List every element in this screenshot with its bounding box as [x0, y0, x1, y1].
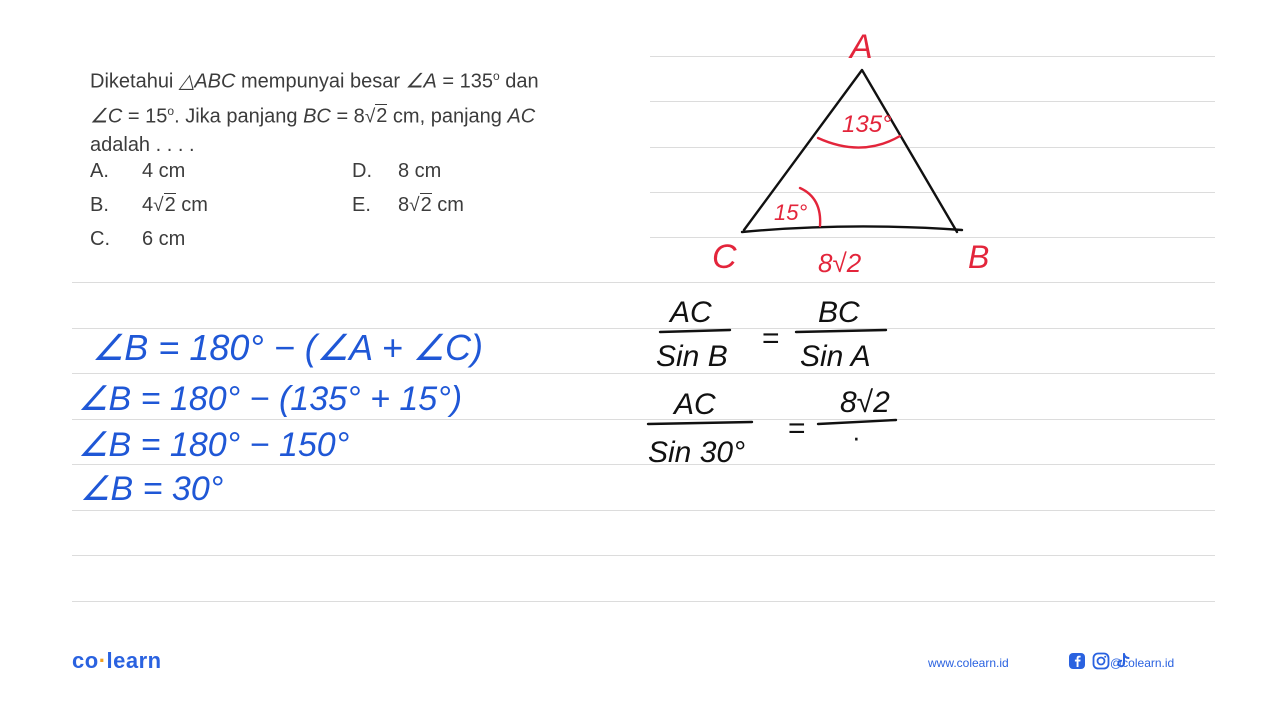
eq2-denominator-right: ·	[852, 422, 861, 452]
eq1-fraction-bar-left	[660, 330, 730, 332]
option-a[interactable]: A. 4 cm	[90, 160, 186, 182]
option-d[interactable]: D. 8 cm	[352, 160, 442, 182]
eq2-numerator-right: 8√2	[840, 386, 890, 419]
work-line-3: ∠B = 180° − 150°	[78, 426, 350, 464]
triangle-base	[742, 226, 962, 232]
left-working	[78, 327, 483, 508]
eq2-denominator-left: Sin 30°	[648, 436, 746, 469]
sine-rule-working	[648, 296, 896, 469]
colearn-logo[interactable]: co·learn	[72, 648, 162, 673]
angle-a-label: 135°	[842, 111, 892, 138]
eq2-numerator-left: AC	[674, 388, 716, 421]
eq1-numerator-left: AC	[670, 296, 712, 329]
facebook-icon[interactable]	[1068, 652, 1086, 670]
work-line-4: ∠B = 30°	[80, 470, 224, 508]
work-line-2: ∠B = 180° − (135° + 15°)	[78, 380, 463, 418]
question-line-1: Diketahui △ABC mempunyai besar ∠A = $135^o$ dan	[90, 69, 539, 93]
social-handle[interactable]: @colearn.id	[1110, 656, 1175, 670]
triangle-diagram	[712, 28, 989, 278]
question-line-2: ∠C = $15^o$. Jika panjang BC = 8√2 cm, panjang AC	[90, 103, 536, 128]
option-c[interactable]: C. 6 cm	[90, 228, 186, 250]
eq2-equals: =	[788, 412, 806, 445]
eq1-numerator-right: BC	[818, 296, 860, 329]
website-link[interactable]: www.colearn.id	[928, 656, 1009, 670]
eq1-fraction-bar-right	[796, 330, 886, 332]
work-line-1: ∠B = 180° − (∠A + ∠C)	[92, 327, 484, 368]
eq2-fraction-bar-left	[648, 422, 752, 424]
option-e[interactable]: E. 8√2 cm	[352, 194, 464, 216]
vertex-a-label: A	[850, 28, 873, 66]
side-bc-label: 8√2	[818, 248, 862, 278]
eq1-denominator-left: Sin B	[656, 340, 728, 373]
question-line-3: adalah . . . .	[90, 134, 195, 157]
angle-c-label: 15°	[774, 200, 808, 225]
option-b[interactable]: B. 4√2 cm	[90, 194, 208, 216]
vertex-c-label: C	[712, 238, 737, 276]
eq1-equals: =	[762, 322, 780, 355]
vertex-b-label: B	[968, 239, 990, 275]
instagram-icon[interactable]	[1092, 652, 1110, 670]
eq1-denominator-right: Sin A	[800, 340, 871, 373]
